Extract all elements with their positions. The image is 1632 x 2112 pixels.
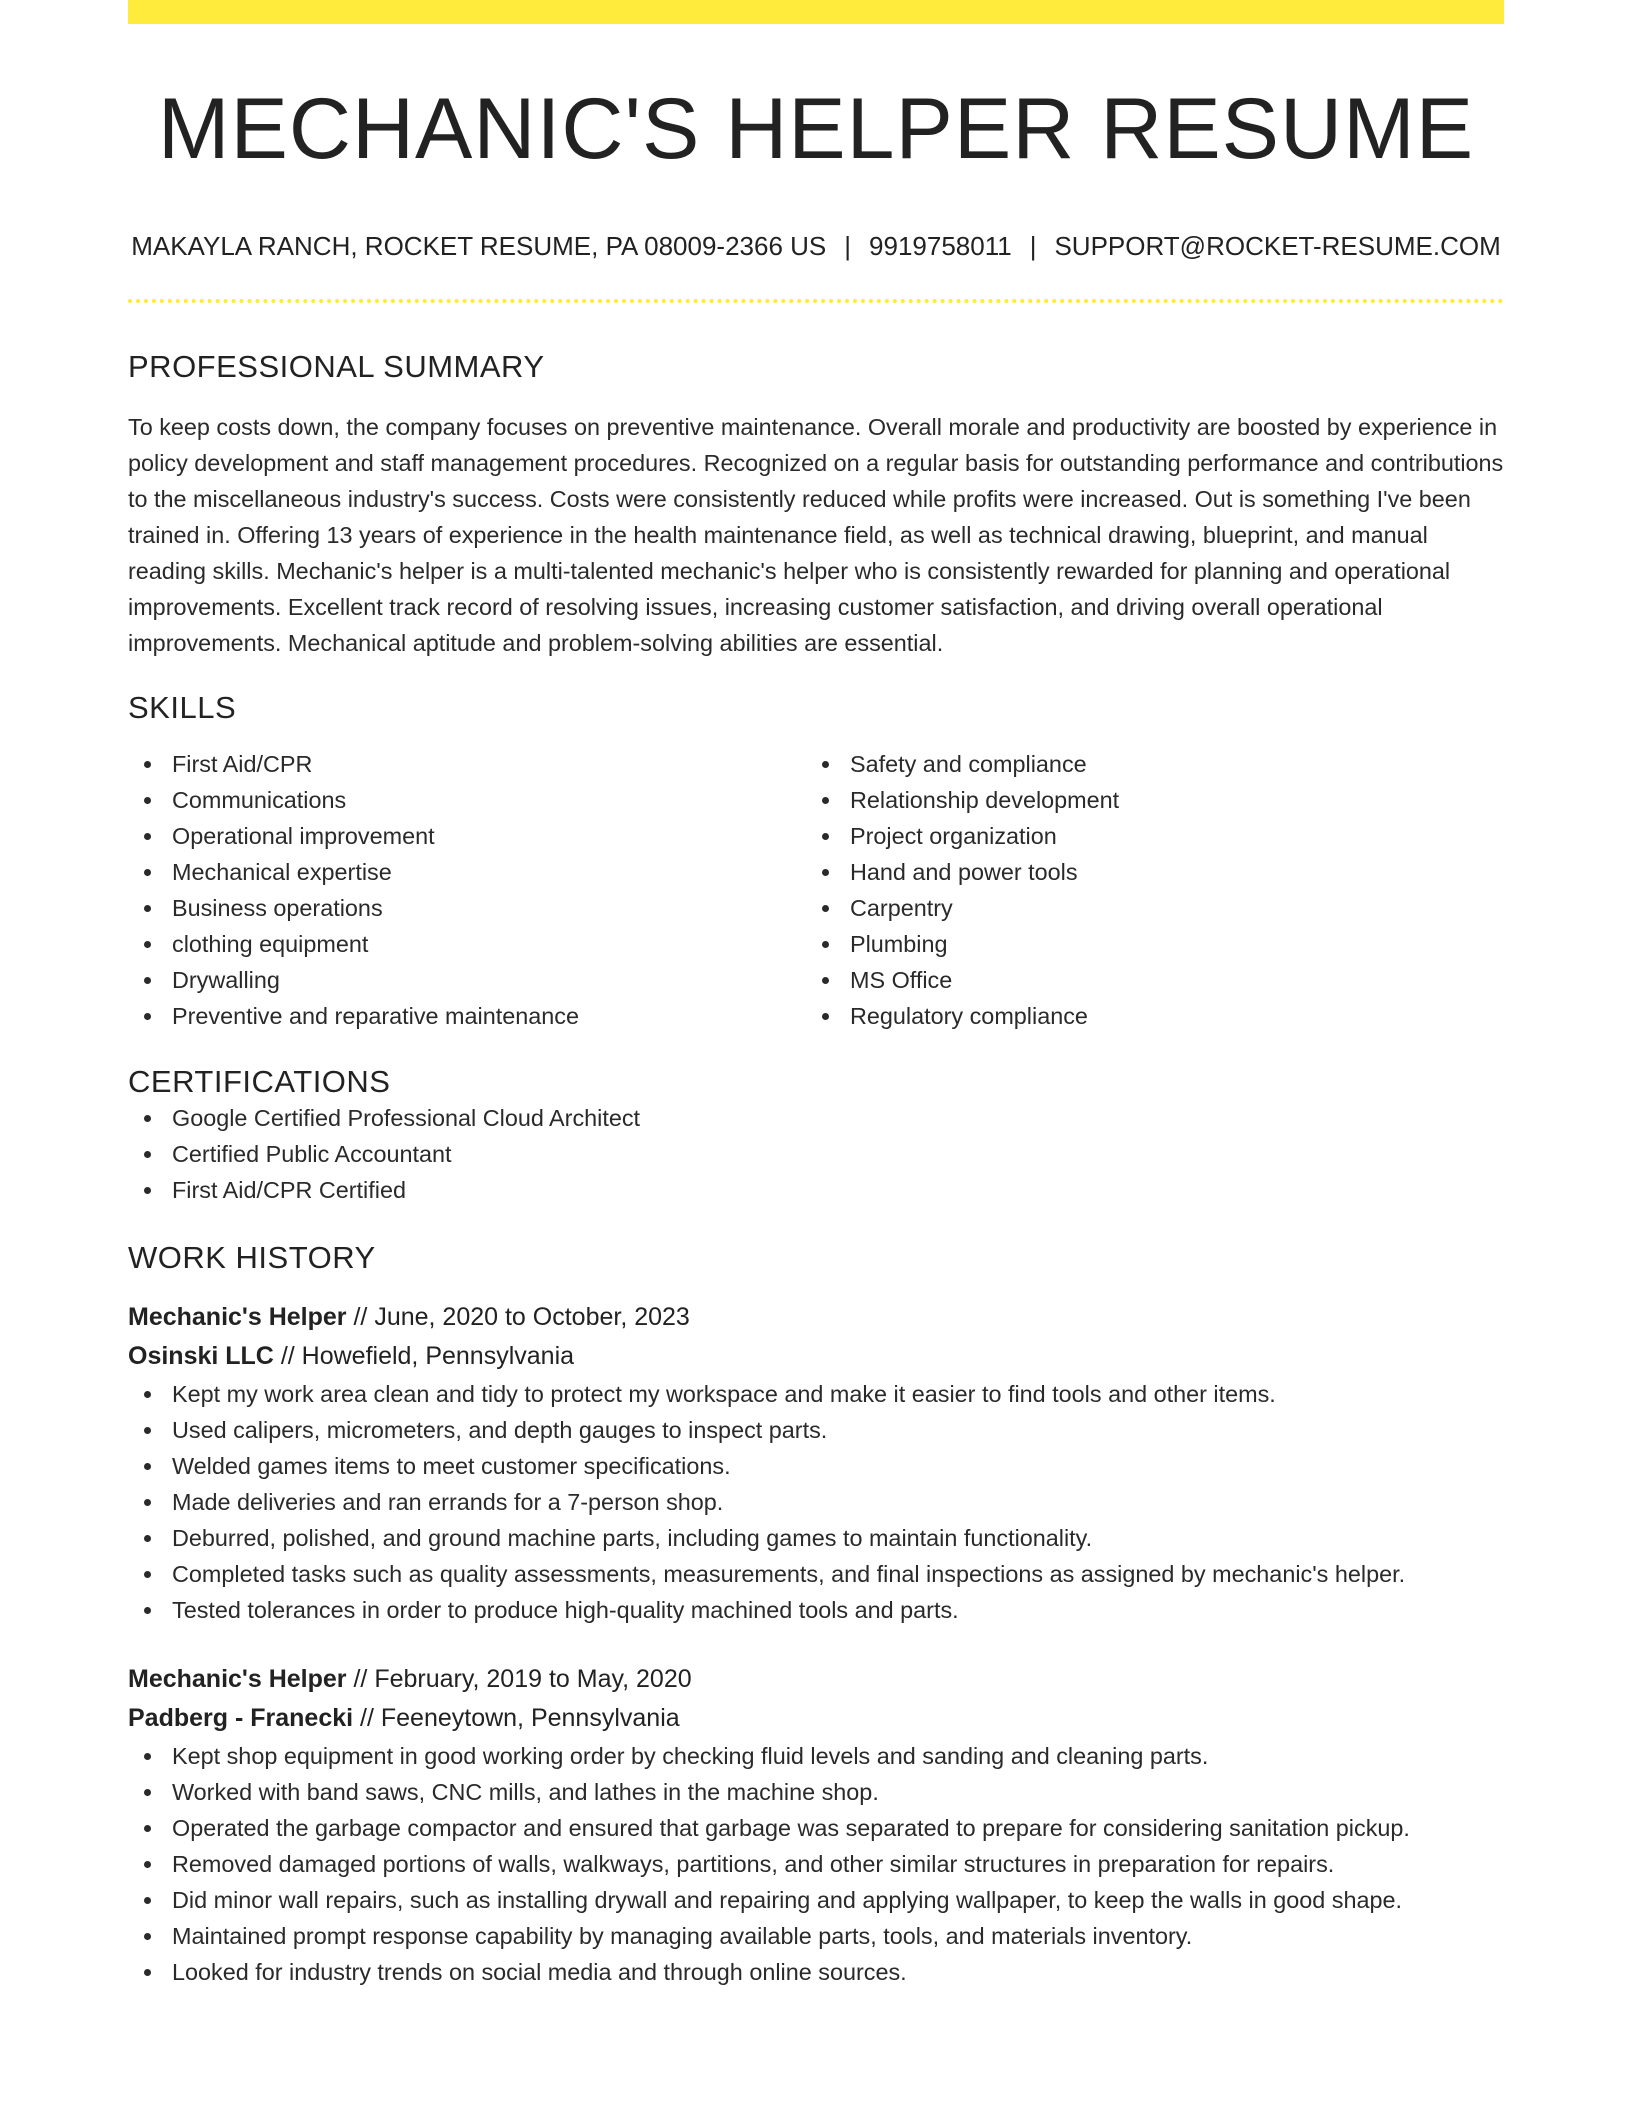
job-location: // Howefield, Pennsylvania: [273, 1341, 575, 1370]
job-duty-item: Did minor wall repairs, such as installing drywall and repairing and applying wallpaper, to keep the walls in good shape.: [128, 1882, 1504, 1918]
job-dates: // February, 2019 to May, 2020: [346, 1664, 692, 1693]
job-location: // Feeneytown, Pennsylvania: [353, 1703, 680, 1732]
job-duty-item: Maintained prompt response capability by managing available parts, tools, and materials inventory.: [128, 1918, 1504, 1954]
top-accent-bar: [128, 0, 1504, 24]
resume-title: MECHANIC'S HELPER RESUME: [157, 81, 1475, 177]
job-title: Mechanic's Helper: [128, 1302, 347, 1331]
certifications-heading: CERTIFICATIONS: [128, 1063, 391, 1099]
job-duty-item: Completed tasks such as quality assessments, measurements, and final inspections as assigned by mechanic's helper.: [128, 1556, 1504, 1592]
skill-item: Hand and power tools: [806, 854, 1504, 890]
job-duty-item: Used calipers, micrometers, and depth gauges to inspect parts.: [128, 1412, 1504, 1448]
skill-item: clothing equipment: [128, 926, 806, 962]
job-duty-item: Welded games items to meet customer specifications.: [128, 1448, 1504, 1484]
work-history-heading: WORK HISTORY: [128, 1239, 376, 1275]
job-duty-item: Worked with band saws, CNC mills, and lathes in the machine shop.: [128, 1774, 1504, 1810]
contact-email[interactable]: SUPPORT@ROCKET-RESUME.COM: [1054, 230, 1501, 261]
skills-list-right: [806, 746, 1504, 1034]
contact-separator: |: [844, 230, 852, 261]
skill-item: Safety and compliance: [806, 746, 1504, 782]
job-duty-item: Tested tolerances in order to produce high-quality machined tools and parts.: [128, 1592, 1504, 1628]
job-duty-item: Deburred, polished, and ground machine parts, including games to maintain functionality.: [128, 1520, 1504, 1556]
skill-item: Operational improvement: [128, 818, 806, 854]
job-duty-item: Operated the garbage compactor and ensured that garbage was separated to prepare for considering sanitation pickup.: [128, 1810, 1504, 1846]
job-title-line: [128, 1298, 1504, 1337]
skill-item: Regulatory compliance: [806, 998, 1504, 1034]
resume-page: [128, 0, 1504, 1990]
job-title: Mechanic's Helper: [128, 1664, 347, 1693]
certification-item: First Aid/CPR Certified: [128, 1172, 1504, 1208]
contact-separator: |: [1029, 230, 1037, 261]
job-entry: [128, 1298, 1504, 1628]
skills-list-left: [128, 746, 806, 1034]
job-company-line: [128, 1337, 1504, 1376]
summary-heading: PROFESSIONAL SUMMARY: [128, 348, 545, 384]
contact-address: MAKAYLA RANCH, ROCKET RESUME, PA 08009-2366 US: [131, 230, 827, 261]
skill-item: Relationship development: [806, 782, 1504, 818]
summary-text: To keep costs down, the company focuses on preventive maintenance. Overall morale and productivity are boosted by experience in policy development and staff management procedures. Recognized on a regular basis for outstanding performance and contributions to the miscellaneous industry's success. Costs were consistently reduced while profits were increased. Out is something I've been trained in. Offering 13 years of experience in the health maintenance field, as well as technical drawing, blueprint, and manual reading skills. Mechanic's helper is a multi-talented mechanic's helper who is consistently rewarded for planning and operational improvements. Excellent track record of resolving issues, increasing customer satisfaction, and driving overall operational improvements. Mechanical aptitude and problem-solving abilities are essential.: [128, 413, 1504, 656]
skill-item: Project organization: [806, 818, 1504, 854]
job-duty-item: Kept shop equipment in good working order by checking fluid levels and sanding and cleaning parts.: [128, 1738, 1504, 1774]
job-duty-item: Kept my work area clean and tidy to protect my workspace and make it easier to find tools and other items.: [128, 1376, 1504, 1412]
skill-item: Carpentry: [806, 890, 1504, 926]
certification-item: Google Certified Professional Cloud Architect: [128, 1100, 1504, 1136]
job-entry: [128, 1660, 1504, 1990]
certifications-list: [128, 1100, 1504, 1208]
job-duties-list: [128, 1376, 1504, 1628]
skills-column-left: [128, 746, 806, 1034]
skill-item: Communications: [128, 782, 806, 818]
job-company-line: [128, 1699, 1504, 1738]
skills-grid: [128, 746, 1504, 1034]
job-title-line: [128, 1660, 1504, 1699]
job-duties-list: [128, 1738, 1504, 1990]
skill-item: Mechanical expertise: [128, 854, 806, 890]
skill-item: Preventive and reparative maintenance: [128, 998, 806, 1034]
skill-item: Plumbing: [806, 926, 1504, 962]
job-company: Padberg - Franecki: [128, 1703, 354, 1732]
job-duty-item: Looked for industry trends on social media and through online sources.: [128, 1954, 1504, 1990]
job-company: Osinski LLC: [128, 1341, 274, 1370]
job-dates: // June, 2020 to October, 2023: [346, 1302, 690, 1331]
header-divider: [128, 299, 1504, 303]
certification-item: Certified Public Accountant: [128, 1136, 1504, 1172]
skills-heading: SKILLS: [128, 689, 237, 725]
contact-line: [128, 230, 1504, 262]
skill-item: First Aid/CPR: [128, 746, 806, 782]
skill-item: MS Office: [806, 962, 1504, 998]
job-duty-item: Made deliveries and ran errands for a 7-person shop.: [128, 1484, 1504, 1520]
contact-phone: 9919758011: [869, 230, 1012, 261]
skill-item: Business operations: [128, 890, 806, 926]
skill-item: Drywalling: [128, 962, 806, 998]
skills-column-right: [806, 746, 1504, 1034]
job-duty-item: Removed damaged portions of walls, walkways, partitions, and other similar structures in preparation for repairs.: [128, 1846, 1504, 1882]
